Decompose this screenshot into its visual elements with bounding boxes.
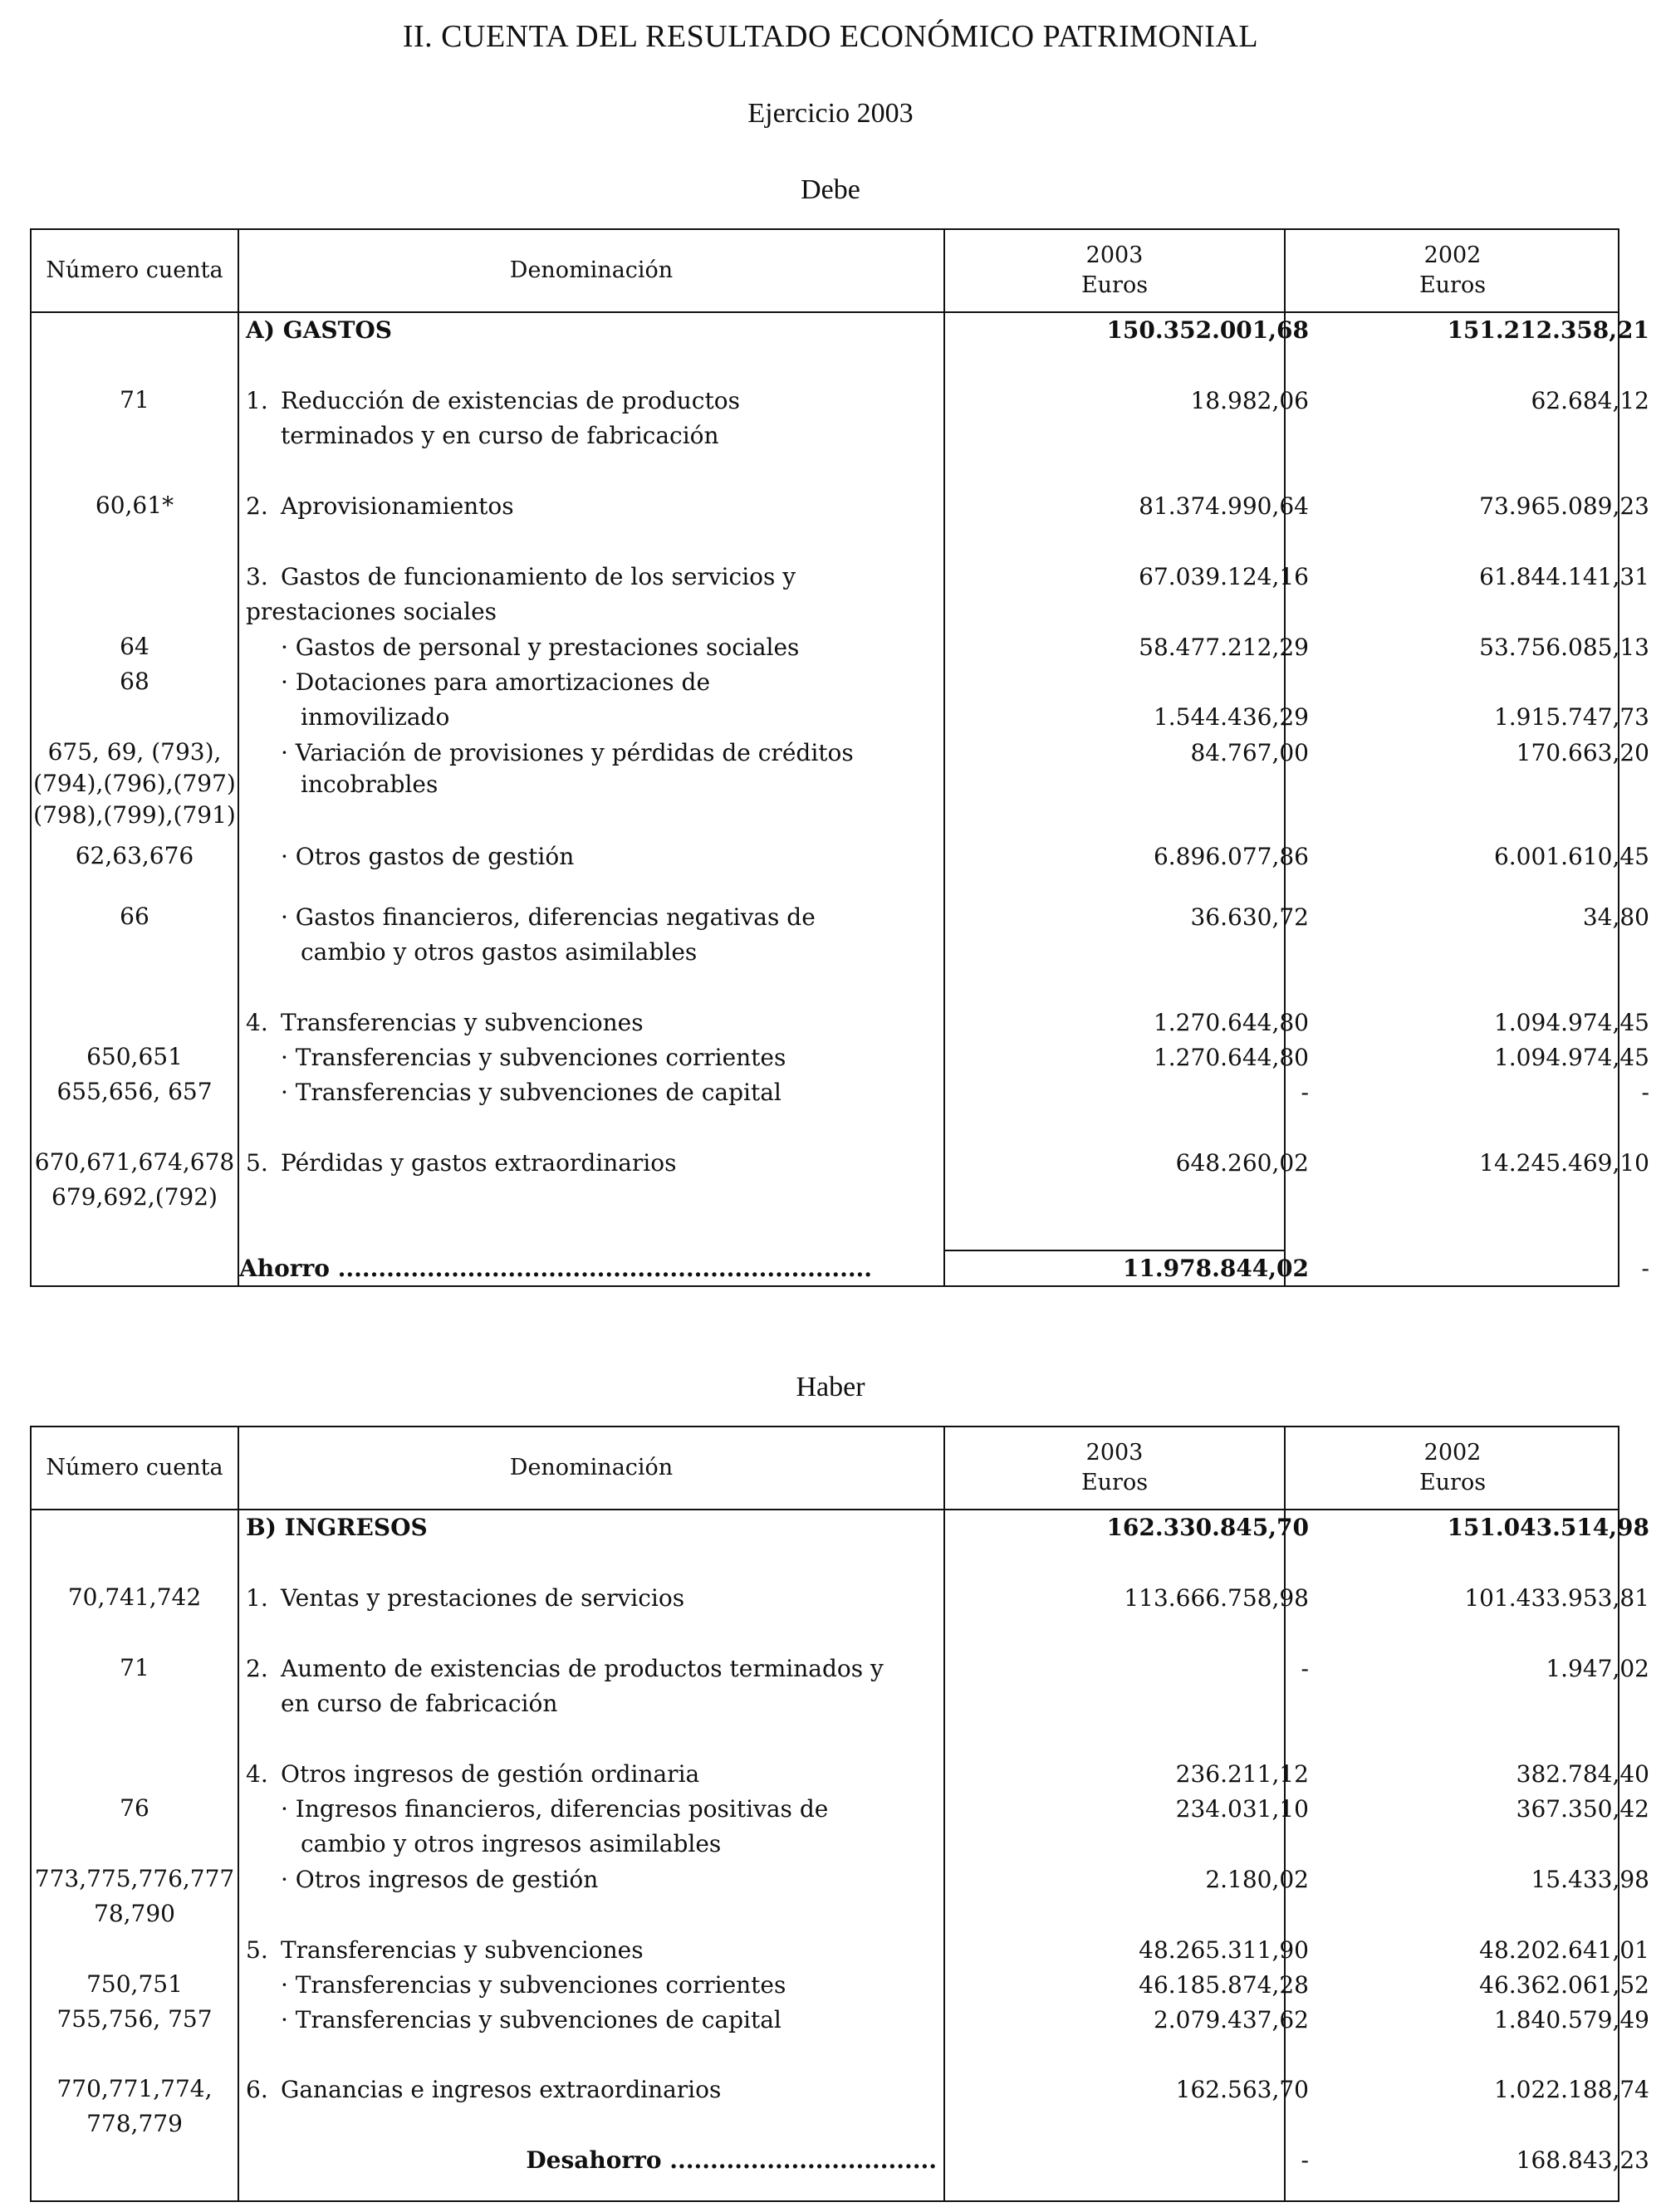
haber-table bbox=[30, 1426, 1649, 2202]
result-2003: - bbox=[1301, 2146, 1309, 2174]
section-total-2002: 151.043.514,98 bbox=[1447, 1514, 1649, 1541]
col-header-2003: 2003 Euros bbox=[1080, 242, 1149, 298]
col-header-account: Número cuenta bbox=[46, 257, 223, 283]
account-number: 750,751 bbox=[86, 1970, 183, 1998]
fiscal-year: Ejercicio 2003 bbox=[747, 98, 914, 129]
account-number: 66 bbox=[120, 903, 149, 930]
section-label: B) INGRESOS bbox=[246, 1514, 428, 1541]
item-label: · Otros ingresos de gestión bbox=[281, 1866, 599, 1893]
item-number: 2. bbox=[246, 492, 268, 520]
item-number: 5. bbox=[246, 1936, 268, 1964]
haber-heading: Haber bbox=[796, 1372, 865, 1402]
account-number: 64 bbox=[120, 633, 149, 660]
value-2003: 1.270.644,80 bbox=[1153, 1009, 1309, 1036]
col-header-2003: 2003 Euros bbox=[1080, 1440, 1149, 1495]
section-total-2003: 162.330.845,70 bbox=[1106, 1514, 1309, 1541]
account-number: 70,741,742 bbox=[67, 1583, 202, 1611]
value-2002: 6.001.610,45 bbox=[1493, 843, 1649, 870]
account-number: 71 bbox=[120, 386, 149, 414]
value-2003: 2.180,02 bbox=[1205, 1866, 1309, 1893]
col-header-name: Denominación bbox=[509, 257, 674, 283]
value-2002: 61.844.141,31 bbox=[1479, 563, 1649, 590]
value-2003: 648.260,02 bbox=[1175, 1149, 1309, 1177]
item-label-cont: cambio y otros ingresos asimilables bbox=[301, 1830, 722, 1857]
col-header-account: Número cuenta bbox=[46, 1455, 223, 1480]
value-2003: 18.982,06 bbox=[1190, 387, 1309, 414]
value-2003: 1.270.644,80 bbox=[1153, 1044, 1309, 1071]
item-label: · Transferencias y subvenciones de capital bbox=[281, 1079, 782, 1106]
value-2003: 162.563,70 bbox=[1175, 2076, 1309, 2103]
value-2003: 6.896.077,86 bbox=[1153, 843, 1309, 870]
col-header-name: Denominación bbox=[509, 1455, 674, 1480]
value-2002: - bbox=[1641, 1079, 1649, 1106]
value-2003: - bbox=[1301, 1079, 1309, 1106]
item-label: · Otros gastos de gestión bbox=[281, 843, 575, 870]
value-2002: 1.022.188,74 bbox=[1493, 2076, 1649, 2103]
account-number-cont: 78,790 bbox=[94, 1900, 175, 1927]
account-number: 60,61* bbox=[95, 492, 174, 519]
debe-heading: Debe bbox=[801, 174, 860, 205]
item-number: 4. bbox=[246, 1009, 268, 1036]
value-2002: 170.663,20 bbox=[1516, 739, 1649, 766]
value-2003: 1.544.436,29 bbox=[1153, 703, 1309, 731]
account-number: 670,671,674,678 bbox=[34, 1148, 235, 1176]
item-label: · Transferencias y subvenciones corrientes bbox=[281, 1044, 786, 1071]
account-number-cont: (794),(796),(797) bbox=[33, 770, 236, 797]
col-header-2002: 2002 Euros bbox=[1418, 242, 1487, 298]
value-2002: 15.433,98 bbox=[1531, 1866, 1649, 1893]
value-2002: 382.784,40 bbox=[1516, 1760, 1649, 1788]
value-2003: 48.265.311,90 bbox=[1139, 1936, 1309, 1964]
item-label-cont: inmovilizado bbox=[301, 703, 450, 731]
section-label: A) GASTOS bbox=[246, 316, 393, 344]
col-header-2002: 2002 Euros bbox=[1418, 1440, 1487, 1495]
item-label-cont: cambio y otros gastos asimilables bbox=[301, 938, 698, 966]
value-2002: 1.094.974,45 bbox=[1493, 1009, 1649, 1036]
item-number: 2. bbox=[246, 1655, 268, 1682]
item-label: · Gastos de personal y prestaciones sociales bbox=[281, 634, 800, 661]
account-number: 675, 69, (793), bbox=[47, 738, 222, 766]
account-number: 62,63,676 bbox=[75, 842, 194, 869]
account-number: 773,775,776,777 bbox=[34, 1865, 235, 1892]
result-2003: 11.978.844,02 bbox=[1122, 1255, 1309, 1282]
value-2003: 2.079.437,62 bbox=[1153, 2006, 1309, 2033]
item-number: 3. bbox=[246, 563, 268, 590]
value-2003: 46.185.874,28 bbox=[1139, 1971, 1309, 1999]
value-2003: 234.031,10 bbox=[1175, 1795, 1309, 1823]
item-label: · Transferencias y subvenciones de capital bbox=[281, 2006, 782, 2033]
item-label: Gastos de funcionamiento de los servicios y bbox=[281, 563, 796, 590]
value-2002: 14.245.469,10 bbox=[1479, 1149, 1649, 1177]
item-label: Ventas y prestaciones de servicios bbox=[281, 1584, 685, 1612]
item-label: Aprovisionamientos bbox=[281, 492, 514, 520]
value-2002: 1.947,02 bbox=[1546, 1655, 1649, 1682]
item-label-cont: en curso de fabricación bbox=[281, 1690, 558, 1717]
page-title: II. CUENTA DEL RESULTADO ECONÓMICO PATRIMONIAL bbox=[402, 19, 1259, 54]
item-label: · Variación de provisiones y pérdidas de créditos bbox=[281, 739, 854, 766]
debe-table bbox=[30, 228, 1649, 1287]
account-number: 76 bbox=[120, 1794, 149, 1822]
value-2002: 1.094.974,45 bbox=[1493, 1044, 1649, 1071]
item-label: Ganancias e ingresos extraordinarios bbox=[281, 2076, 722, 2103]
section-total-2002: 151.212.358,21 bbox=[1447, 316, 1649, 344]
item-label-cont: terminados y en curso de fabricación bbox=[281, 422, 719, 449]
value-2002: 53.756.085,13 bbox=[1479, 634, 1649, 661]
item-label: · Ingresos financieros, diferencias positivas de bbox=[281, 1795, 829, 1823]
item-number: 1. bbox=[246, 387, 268, 414]
item-label: Reducción de existencias de productos bbox=[281, 387, 740, 414]
account-number-cont: 679,692,(792) bbox=[51, 1183, 218, 1211]
value-2003: 113.666.758,98 bbox=[1124, 1584, 1309, 1612]
value-2002: 1.915.747,73 bbox=[1493, 703, 1649, 731]
value-2003: 81.374.990,64 bbox=[1139, 492, 1309, 520]
value-2003: 84.767,00 bbox=[1190, 739, 1309, 766]
item-number: 1. bbox=[246, 1584, 268, 1612]
result-2002: - bbox=[1641, 1255, 1649, 1282]
account-number: 650,651 bbox=[86, 1043, 183, 1070]
item-label: Aumento de existencias de productos terminados y bbox=[281, 1655, 884, 1682]
item-label: Transferencias y subvenciones bbox=[281, 1936, 644, 1964]
value-2002: 101.433.953,81 bbox=[1464, 1584, 1649, 1612]
value-2003: 236.211,12 bbox=[1175, 1760, 1309, 1788]
item-label: · Transferencias y subvenciones corrientes bbox=[281, 1971, 786, 1999]
item-label: Pérdidas y gastos extraordinarios bbox=[281, 1149, 677, 1177]
result-label: Desahorro ................................. bbox=[526, 2146, 937, 2174]
value-2002: 1.840.579,49 bbox=[1493, 2006, 1649, 2033]
value-2003: 36.630,72 bbox=[1190, 903, 1309, 931]
account-number: 71 bbox=[120, 1654, 149, 1681]
account-number: 770,771,774, bbox=[56, 2075, 213, 2102]
value-2002: 48.202.641,01 bbox=[1479, 1936, 1649, 1964]
value-2002: 73.965.089,23 bbox=[1479, 492, 1649, 520]
result-2002: 168.843,23 bbox=[1516, 2146, 1649, 2174]
account-number: 755,756, 757 bbox=[56, 2005, 213, 2033]
item-number: 5. bbox=[246, 1149, 268, 1177]
item-number: 4. bbox=[246, 1760, 268, 1788]
item-number: 6. bbox=[246, 2076, 268, 2103]
value-2002: 34,80 bbox=[1582, 903, 1649, 931]
item-label-cont: incobrables bbox=[301, 771, 439, 798]
item-label: Transferencias y subvenciones bbox=[281, 1009, 644, 1036]
account-number-cont: 778,779 bbox=[86, 2110, 183, 2137]
item-label: Otros ingresos de gestión ordinaria bbox=[281, 1760, 700, 1788]
result-label: Ahorro .................................................................. bbox=[239, 1255, 873, 1282]
value-2003: 58.477.212,29 bbox=[1139, 634, 1309, 661]
item-label: · Dotaciones para amortizaciones de bbox=[281, 668, 711, 696]
account-number-cont: (798),(799),(791) bbox=[33, 801, 236, 829]
value-2002: 46.362.061,52 bbox=[1479, 1971, 1649, 1999]
value-2003: - bbox=[1301, 1655, 1309, 1682]
account-number: 68 bbox=[120, 668, 149, 695]
item-label-cont: prestaciones sociales bbox=[246, 598, 497, 625]
value-2003: 67.039.124,16 bbox=[1139, 563, 1309, 590]
item-label: · Gastos financieros, diferencias negativas de bbox=[281, 903, 816, 931]
account-number: 655,656, 657 bbox=[56, 1078, 213, 1105]
section-total-2003: 150.352.001,68 bbox=[1106, 316, 1309, 344]
value-2002: 367.350,42 bbox=[1516, 1795, 1649, 1823]
value-2002: 62.684,12 bbox=[1531, 387, 1649, 414]
